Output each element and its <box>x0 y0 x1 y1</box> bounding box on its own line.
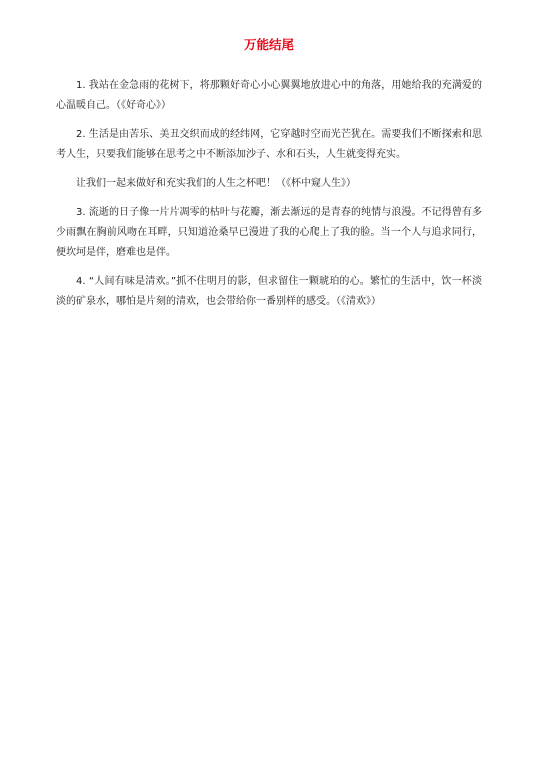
document-title: 万能结尾 <box>243 37 294 52</box>
paragraph-4: 4. “人间有味是清欢。”抓不住明月的影，但求留住一颗琥珀的心。繁忙的生活中，饮一杯淡淡的矿泉水，哪怕是片刻的清欢，也会带给你一番别样的感受。（《清欢》） <box>56 276 482 307</box>
paragraph-2-conclusion: 让我们一起来做好和充实我们的人生之杯吧！（《杯中窥人生》） <box>76 178 356 189</box>
paragraph-2: 2. 生活是由苦乐、美丑交织而成的经纬网，它穿越时空而光芒犹在。需要我们不断探索和思考人生，只要我们能够在思考之中不断添加沙子、水和石头，人生就变得充实。 <box>56 129 482 160</box>
paragraph-3: 3. 流逝的日子像一片片凋零的枯叶与花瓣，渐去渐远的是青春的纯情与浪漫。不记得曾有多少雨飘在胸前风吻在耳畔，只知道沧桑早已漫进了我的心爬上了我的脸。当一个人与追求同行，便坎坷是伴，磨难也是伴。 <box>56 207 482 258</box>
paragraph-1: 1. 我站在金急雨的花树下，将那颗好奇心小心翼翼地放进心中的角落，用她给我的充满爱的心温暖自己。（《好奇心》） <box>56 80 482 111</box>
